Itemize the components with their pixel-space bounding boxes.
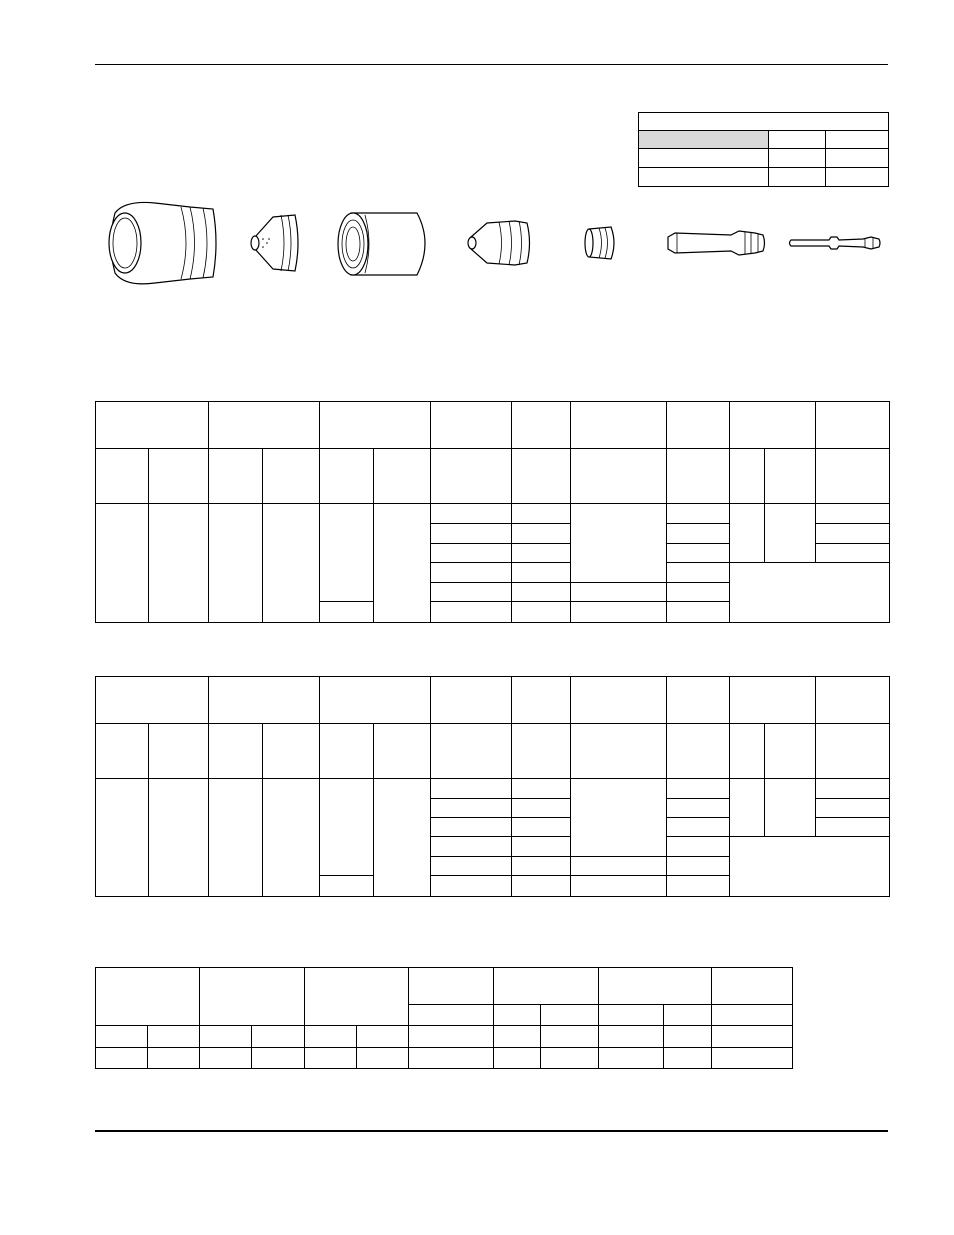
header-cell	[305, 968, 409, 1026]
data-cell	[667, 779, 730, 799]
data-cell	[512, 504, 571, 524]
header-cell	[431, 402, 512, 449]
header-cell	[599, 968, 712, 1005]
data-cell	[730, 563, 890, 623]
data-cell	[599, 1048, 664, 1069]
subheader-cell	[431, 724, 512, 779]
data-cell	[667, 583, 730, 602]
data-cell	[512, 563, 571, 583]
data-cell	[664, 1048, 712, 1069]
small-table-header-cell	[639, 131, 769, 149]
subheader-cell	[599, 1005, 664, 1026]
data-cell	[431, 583, 512, 602]
data-cell	[571, 857, 667, 876]
data-cell	[209, 779, 263, 897]
data-cell	[320, 876, 374, 897]
data-cell	[200, 1048, 252, 1069]
data-cell	[512, 583, 571, 602]
header-cell	[96, 968, 200, 1026]
data-cell	[712, 1048, 793, 1069]
shield-cap-icon	[109, 202, 216, 283]
data-cell	[667, 544, 730, 563]
subheader-cell	[571, 724, 667, 779]
data-cell	[320, 779, 374, 876]
data-cell	[409, 1026, 494, 1048]
data-cell	[431, 524, 512, 544]
data-cell	[571, 504, 667, 583]
data-cell	[512, 602, 571, 623]
subheader-cell	[816, 449, 890, 504]
subheader-cell	[209, 724, 263, 779]
header-cell	[816, 402, 890, 449]
data-cell	[816, 799, 890, 818]
data-cell	[712, 1026, 793, 1048]
data-cell	[571, 602, 667, 623]
data-cell	[149, 504, 209, 623]
small-table-header-cell	[769, 131, 826, 149]
data-cell	[409, 1048, 494, 1069]
header-cell	[512, 677, 571, 724]
subheader-cell	[541, 1005, 599, 1026]
data-cell	[431, 779, 512, 799]
subheader-cell	[667, 449, 730, 504]
data-cell	[667, 857, 730, 876]
data-cell	[730, 837, 890, 897]
subheader-cell	[712, 1005, 793, 1026]
small-table-header-cell	[826, 131, 889, 149]
data-cell	[664, 1026, 712, 1048]
data-cell	[431, 602, 512, 623]
header-cell	[571, 402, 667, 449]
data-cell	[512, 779, 571, 799]
electrode-icon	[668, 231, 765, 255]
data-cell	[667, 563, 730, 583]
subheader-cell	[374, 449, 431, 504]
subheader-cell	[149, 449, 209, 504]
data-cell	[96, 504, 149, 623]
data-cell	[512, 799, 571, 818]
data-cell	[148, 1048, 200, 1069]
data-cell	[431, 818, 512, 837]
header-cell	[494, 968, 599, 1005]
subheader-cell	[263, 449, 320, 504]
data-cell	[357, 1048, 409, 1069]
data-cell	[667, 837, 730, 857]
small-table-cell	[769, 168, 826, 187]
retaining-cap-icon	[338, 213, 425, 275]
data-cell	[305, 1048, 357, 1069]
subheader-cell	[494, 1005, 541, 1026]
data-cell	[320, 602, 374, 623]
subheader-cell	[765, 724, 816, 779]
data-cell	[148, 1026, 200, 1048]
header-cell	[512, 402, 571, 449]
data-cell	[512, 524, 571, 544]
header-cell	[320, 402, 431, 449]
subheader-cell	[96, 724, 149, 779]
header-cell	[730, 402, 816, 449]
data-cell	[374, 504, 431, 623]
subheader-cell	[664, 1005, 712, 1026]
data-cell	[96, 1026, 148, 1048]
data-cell	[667, 524, 730, 544]
data-cell	[816, 544, 890, 563]
data-cell	[149, 779, 209, 897]
small-table-cell	[639, 149, 769, 168]
header-cell	[730, 677, 816, 724]
data-cell	[252, 1048, 305, 1069]
subheader-cell	[816, 724, 890, 779]
subheader-cell	[431, 449, 512, 504]
data-cell	[816, 779, 890, 799]
subheader-cell	[149, 724, 209, 779]
data-cell	[512, 837, 571, 857]
data-cell	[816, 818, 890, 837]
subheader-cell	[320, 449, 374, 504]
header-cell	[96, 402, 209, 449]
data-cell	[667, 799, 730, 818]
data-cell	[599, 1026, 664, 1048]
data-cell	[263, 504, 320, 623]
data-cell	[305, 1026, 357, 1048]
data-cell	[667, 818, 730, 837]
data-cell	[374, 779, 431, 897]
shield-icon	[251, 215, 298, 271]
swirl-ring-icon	[585, 227, 614, 259]
water-tube-icon	[790, 237, 881, 249]
data-cell	[431, 876, 512, 897]
data-cell	[96, 779, 149, 897]
header-cell	[667, 677, 730, 724]
data-cell	[431, 799, 512, 818]
header-cell	[667, 402, 730, 449]
data-cell	[512, 544, 571, 563]
data-cell	[667, 602, 730, 623]
data-cell	[494, 1048, 541, 1069]
subheader-cell	[209, 449, 263, 504]
header-cell	[431, 677, 512, 724]
header-cell	[816, 677, 890, 724]
subheader-cell	[320, 724, 374, 779]
data-cell	[209, 504, 263, 623]
data-cell	[667, 504, 730, 524]
data-cell	[730, 779, 765, 837]
process-table-3	[95, 967, 793, 1069]
nozzle-icon	[468, 221, 530, 265]
data-cell	[512, 818, 571, 837]
header-rule	[95, 64, 888, 65]
data-cell	[431, 857, 512, 876]
process-table-1	[95, 401, 890, 623]
data-cell	[730, 504, 765, 563]
data-cell	[541, 1026, 599, 1048]
data-cell	[571, 876, 667, 897]
data-cell	[512, 857, 571, 876]
subheader-cell	[512, 724, 571, 779]
data-cell	[512, 876, 571, 897]
subheader-cell	[571, 449, 667, 504]
header-cell	[409, 968, 494, 1005]
header-cell	[712, 968, 793, 1005]
data-cell	[816, 524, 890, 544]
header-cell	[200, 968, 305, 1026]
data-cell	[431, 544, 512, 563]
data-cell	[431, 837, 512, 857]
footer-rule	[95, 1130, 888, 1132]
data-cell	[200, 1026, 252, 1048]
data-cell	[571, 583, 667, 602]
small-table-cell	[826, 149, 889, 168]
data-cell	[494, 1026, 541, 1048]
small-table-cell	[769, 149, 826, 168]
data-cell	[96, 1048, 148, 1069]
subheader-cell	[409, 1005, 494, 1026]
small-info-table	[638, 112, 889, 187]
small-table-title-cell	[639, 113, 889, 131]
header-cell	[209, 402, 320, 449]
subheader-cell	[765, 449, 816, 504]
subheader-cell	[730, 449, 765, 504]
header-cell	[96, 677, 209, 724]
subheader-cell	[374, 724, 431, 779]
data-cell	[320, 504, 374, 602]
small-table-cell	[826, 168, 889, 187]
header-cell	[209, 677, 320, 724]
data-cell	[765, 504, 816, 563]
data-cell	[431, 563, 512, 583]
header-cell	[571, 677, 667, 724]
consumables-illustration	[95, 195, 895, 295]
small-table-cell	[639, 168, 769, 187]
data-cell	[263, 779, 320, 897]
process-table-2	[95, 676, 890, 897]
data-cell	[431, 504, 512, 524]
data-cell	[816, 504, 890, 524]
subheader-cell	[512, 449, 571, 504]
data-cell	[667, 876, 730, 897]
subheader-cell	[730, 724, 765, 779]
header-cell	[320, 677, 431, 724]
subheader-cell	[667, 724, 730, 779]
data-cell	[357, 1026, 409, 1048]
subheader-cell	[96, 449, 149, 504]
data-cell	[571, 779, 667, 857]
data-cell	[765, 779, 816, 837]
data-cell	[541, 1048, 599, 1069]
subheader-cell	[263, 724, 320, 779]
data-cell	[252, 1026, 305, 1048]
